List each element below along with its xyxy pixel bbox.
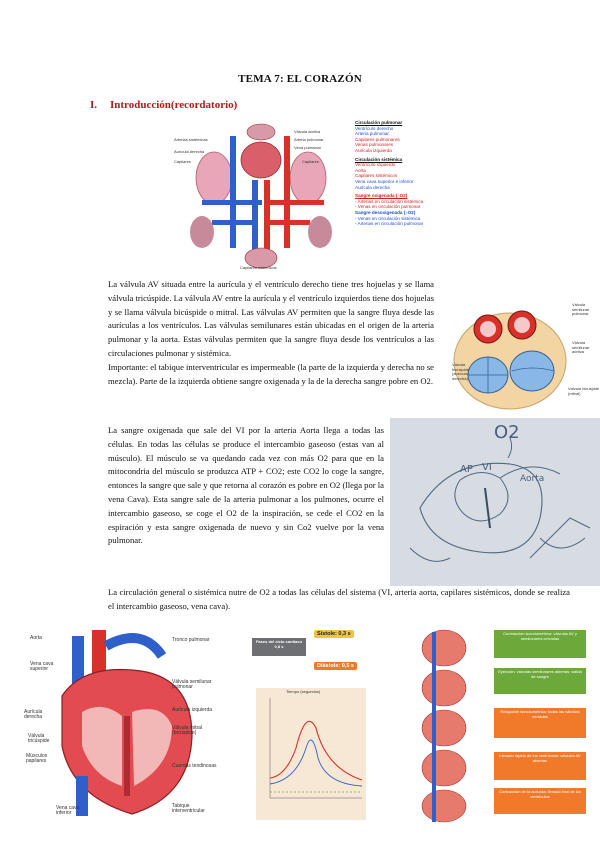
legend-item: Ventrículo izquierdo bbox=[355, 162, 396, 168]
paragraph: La sangre oxigenada que sale del VI por la arteria Aorta llega a todas las células. En todas las células se produce el intercambio gaseoso (estas van al músculo). El músculo se va quedando cada vez con más O2 para que en la mitocondria del músculo se produzca ATP + CO2; este CO2 lo coge la sangre, entonces la sangre que sale y que retorna al corazón es pobre en O2 (llega por la vena Cava). Esta sangre sale de la arteria pulmonar a los pulmones, ocurre el intercambio gaseoso, se coge el O2 de la inspiración, se cede el CO2 en la espiración y esta sangre oxigenada de nuevo y sin Co2 vuelve por la vena pulmonar. bbox=[108, 425, 384, 546]
section-number: I. bbox=[90, 99, 98, 111]
paragraph: La válvula AV situada entre la aurícula y el ventrículo derecho tiene tres hojuelas y se llama válvula tricúspide. La válvula AV entre la aurícula y el ventrículo izquierdos tiene dos hojuelas y se llama válvula bicúspide o mitral. Las válvulas AV permiten que la sangre fluya desde las aurículas a los ventrículos. Las válvulas semilunares están ubicadas en el origen de la arteria pulmonar y la aorta. Estas válvulas permiten que la sangre fluya desde los ventrículos a las circulaciones pulmonar y sistémica. bbox=[108, 279, 434, 358]
valve-diagram bbox=[450, 295, 600, 417]
section-heading bbox=[90, 99, 237, 111]
handwritten-vi: VI bbox=[482, 462, 492, 473]
pressure-graph bbox=[256, 688, 366, 820]
sketch-illustration bbox=[390, 418, 600, 586]
handwritten-o2: O2 bbox=[494, 422, 520, 443]
circulation-legend bbox=[355, 120, 465, 227]
legend-item: Capilares pulmonares bbox=[355, 136, 400, 142]
legend-heading: Circulación sistémica bbox=[355, 156, 403, 162]
circulation-diagram bbox=[172, 120, 350, 272]
cycle-hearts bbox=[374, 628, 494, 824]
diagram-label: Arterias sistémicas bbox=[174, 137, 208, 142]
legend-item: Aorta bbox=[355, 167, 366, 173]
valve-label: Válvula semilunar aórtica bbox=[572, 340, 590, 355]
valve-label: Válvula bicúspide (mitral) bbox=[568, 386, 600, 396]
cardiac-cycle-figure bbox=[250, 628, 368, 824]
diagram-label: Válvula aórtica bbox=[294, 129, 321, 134]
diagram-label: Aurícula derecha bbox=[174, 149, 205, 154]
paragraph: Importante: el tabique interventricular es impermeable (la parte de la izquierda y derecha no se mezcla). Parte de la izquierda obtiene sangre oxigenada y la de la derecha sangre pobre en O2. bbox=[108, 361, 434, 386]
cycle-phase-box: Fases del ciclo cardíaco 0,8 s bbox=[252, 638, 306, 656]
heart-label: Aurícula izquierda bbox=[172, 707, 213, 713]
diagram-label: Vena pulmonar bbox=[294, 145, 321, 150]
text-block-valves bbox=[108, 278, 434, 388]
legend-item: Aurícula derecha bbox=[355, 184, 390, 190]
diagram-label: Capilares bbox=[302, 159, 319, 164]
cycle-step: Relajación isovolumétrica: todas las válvulas cerradas bbox=[494, 708, 586, 738]
heart-label: Aorta bbox=[30, 635, 42, 641]
legend-heading: Circulación pulmonar bbox=[355, 120, 403, 125]
diagram-label: Capilares bbox=[174, 159, 191, 164]
diagram-label: Arteria pulmonar bbox=[294, 137, 324, 142]
legend-item: Arteria pulmonar bbox=[355, 131, 389, 137]
cycle-step: Contracción de la aurícula: llenado final de los ventrículos bbox=[494, 788, 586, 814]
paragraph: La circulación general o sistémica nutre de O2 a todas las células del sistema (VI, arteria aorta, capilares sistémicos, donde se realiza el intercambio gaseoso, vena cava). bbox=[108, 587, 570, 611]
valve-label: Válvula tricúspide (aurícula derecha) bbox=[452, 362, 470, 381]
handwritten-ap: AP bbox=[460, 464, 473, 475]
heart-label: Válvula mitral (bicúspide) bbox=[172, 725, 203, 737]
pressure-curves bbox=[256, 688, 366, 820]
handwritten-sketch bbox=[390, 418, 600, 586]
legend-heading: Sangre oxigenada (↑O2) bbox=[355, 193, 408, 199]
heart-label: Válvula semilunar pulmonar bbox=[172, 679, 212, 691]
heart-anatomy-figure bbox=[22, 626, 232, 822]
cycle-step: Contracción isovolumétrica: válvulas AV y semilunares cerradas bbox=[494, 630, 586, 658]
cycle-steps-figure bbox=[374, 628, 588, 824]
graph-title: Tiempo (segundos) bbox=[286, 689, 321, 694]
heart-label: Vena cava inferior bbox=[56, 805, 80, 817]
legend-item: Vena cava superior e inferior bbox=[355, 178, 414, 184]
page-title: TEMA 7: EL CORAZÓN bbox=[238, 73, 362, 85]
heart-label: Músculos papilares bbox=[26, 753, 48, 765]
diastole-tag: Diástole: 0,5 s bbox=[314, 662, 357, 670]
heart-label: Tronco pulmonar bbox=[172, 637, 210, 643]
heart-label: Válvula tricúspide bbox=[28, 733, 50, 745]
systole-tag: Sístole: 0,3 s bbox=[314, 630, 354, 638]
legend-item: Venas pulmonares bbox=[355, 142, 394, 148]
valve-label: Válvula semilunar pulmonar bbox=[572, 302, 590, 317]
circulation-illustration bbox=[172, 120, 350, 272]
legend-item: - Venas en circulación pulmonar bbox=[355, 204, 421, 210]
legend-item: Ventrículo derecho bbox=[355, 125, 394, 131]
heart-illustration bbox=[22, 626, 232, 822]
legend-heading: Sangre desoxigenada (↓O2) bbox=[355, 209, 416, 215]
handwritten-aorta: Aorta bbox=[520, 474, 545, 484]
heart-label: Cuerdas tendinosas bbox=[172, 763, 217, 769]
cycle-step: Llenado rápido de los ventrículos: válvulas AV abiertas bbox=[494, 752, 586, 780]
heart-label: Tabique interventricular bbox=[172, 803, 205, 815]
text-block-systemic bbox=[108, 586, 570, 614]
cycle-step: Eyección: válvulas semilunares abiertas; salida de sangre bbox=[494, 668, 586, 694]
legend-item: Aurícula izquierda bbox=[355, 147, 392, 153]
legend-item: - Arterias en circulación sistémica bbox=[355, 198, 424, 204]
diagram-label: Capilares sistémicos bbox=[240, 265, 277, 270]
section-label: Introducción(recordatorio) bbox=[110, 99, 238, 111]
legend-item: - Arterias en circulación pulmonar bbox=[355, 221, 424, 227]
legend-item: Capilares sistémicos bbox=[355, 173, 398, 179]
heart-label: Aurícula derecha bbox=[24, 709, 43, 721]
legend-item: - Venas en circulación sistémica bbox=[355, 215, 421, 221]
text-block-gas-exchange bbox=[108, 424, 384, 548]
heart-label: Vena cava superior bbox=[30, 661, 54, 673]
